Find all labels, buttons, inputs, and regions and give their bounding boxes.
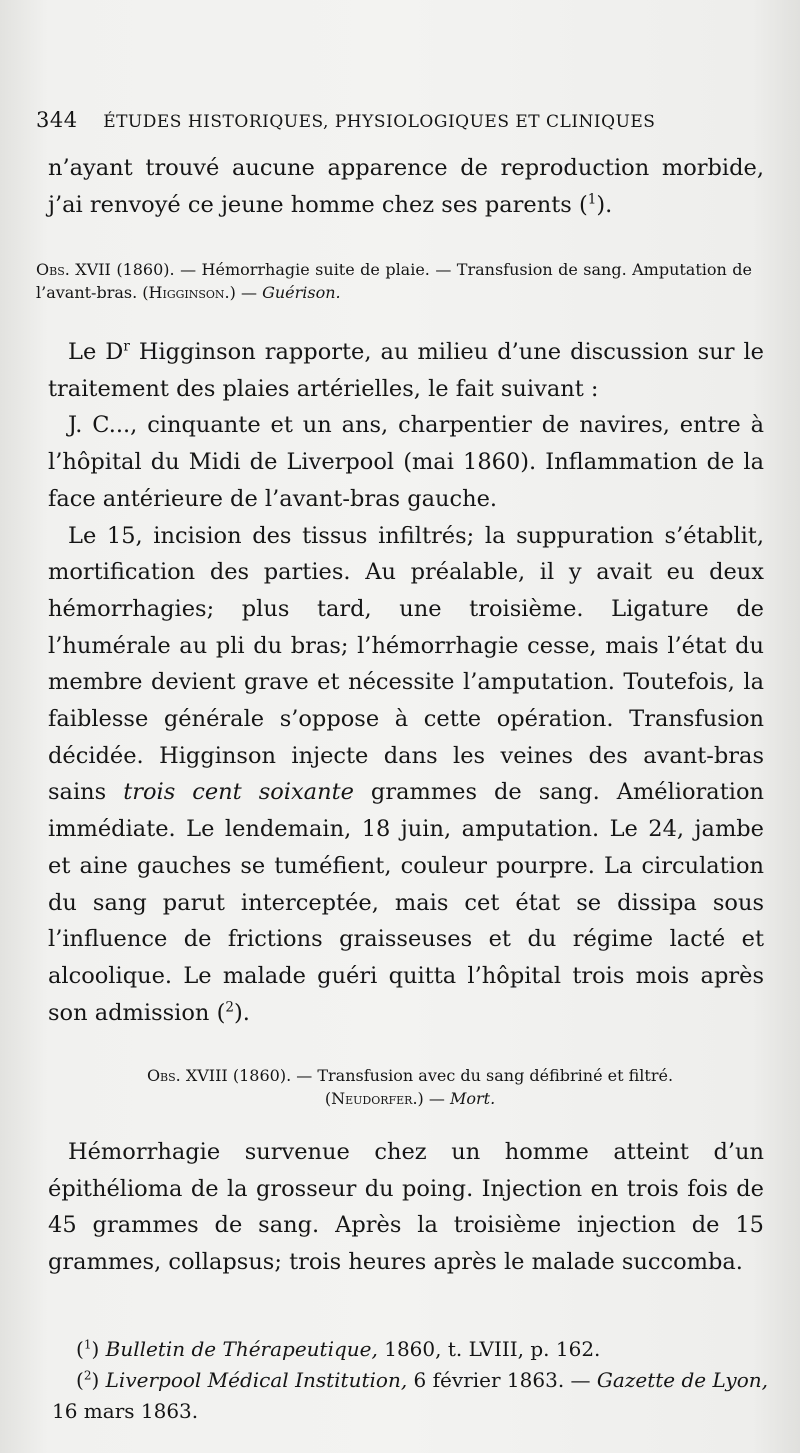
obs17-author: (Higginson.) bbox=[142, 283, 236, 302]
footnote-ref-2: 2 bbox=[225, 999, 234, 1016]
case-17-body bbox=[48, 334, 764, 1031]
running-title: ÉTUDES HISTORIQUES, PHYSIOLOGIQUES ET CLINIQUES bbox=[103, 112, 656, 132]
paragraph-3: J. C..., cinquante et un ans, charpentier de navires, entre à l’hôpital du Midi de Liverpool (mai 1860). Inflammation de la face antérieure de l’avant-bras gauche. bbox=[48, 412, 764, 512]
footnote-ref-1: 1 bbox=[587, 191, 597, 208]
paragraph-continuation: n’ayant trouvé aucune apparence de reproduction morbide, j’ai renvoyé ce jeune homme chez ses parents ($^1$). bbox=[48, 155, 764, 218]
paragraph-1-text: n’ayant trouvé aucune apparence de reproduction morbide, j’ai renvoyé ce jeune homme chez ses parents bbox=[48, 155, 764, 218]
obs18-title: — Transfusion avec du sang défibriné et filtré. bbox=[296, 1066, 674, 1085]
paragraph-2: Le $D^r$ Higginson rapporte, au milieu d’une discussion sur le traitement des plaies artérielles, le fait suivant : bbox=[48, 338, 764, 402]
obs17-sep: — bbox=[240, 283, 257, 302]
paragraph-5: Hémorrhagie survenue chez un homme atteint d’un épithélioma de la grosseur du poing. Injection en trois fois de 45 grammes de sang. Après la troisième injection de 15 grammes, collapsus; trois heures après le malade succomba. bbox=[48, 1139, 764, 1276]
obs17-label: Obs. XVII bbox=[36, 260, 111, 279]
footnote-1: ($^1$) Bulletin de Thérapeutique, 1860, t. LVIII, p. 162. bbox=[76, 1337, 601, 1361]
page-number: 344 bbox=[36, 108, 78, 132]
obs18-label: Obs. XVIII bbox=[146, 1066, 228, 1085]
observation-18-heading bbox=[100, 1064, 720, 1110]
footnote-2: ($^2$) Liverpool Médical Institution, 6 février 1863. — Gazette de Lyon, 16 mars 1863. bbox=[52, 1368, 768, 1423]
paragraph-4: Le 15, incision des tissus infiltrés; la suppuration s’établit, mortification des parties. Au préalable, il y avait eu deux hémorrhagies; plus tard, une troisième. Ligature de l’humérale au pli du bras; l’hémorrhagie cesse, mais l’état du membre devient grave et nécessite l’amputation. Toutefois, la faiblesse générale s’oppose à cette opération. Transfusion décidée. Higginson injecte dans les veines des avant-bras sains trois cent soixante grammes de sang. Amélioration immédiate. Le lendemain, 18 juin, amputation. Le 24, jambe et aine gauches se tuméfient, couleur pourpre. La circulation du sang parut interceptée, mais cet état se dissipa sous l’influence de frictions graisseuses et du régime lacté et alcoolique. Le malade guéri quitta l’hôpital trois mois après son admission ($^2$). bbox=[48, 522, 764, 1026]
obs18-outcome: Mort. bbox=[449, 1089, 496, 1108]
obs17-outcome: Guérison. bbox=[262, 283, 341, 302]
obs18-year: (1860). bbox=[232, 1066, 292, 1085]
running-head bbox=[36, 108, 766, 132]
obs18-author: (Neudorfer.) bbox=[324, 1089, 424, 1108]
obs18-sep: — bbox=[428, 1089, 445, 1108]
case-18-body bbox=[48, 1134, 764, 1281]
footnotes bbox=[52, 1334, 768, 1427]
obs17-year: (1860). bbox=[116, 260, 175, 279]
observation-17-heading bbox=[36, 258, 752, 304]
obs17-title: — Hémorrhagie suite de plaie. — Transfusion de sang. Amputation de l’avant-bras. bbox=[36, 260, 752, 302]
